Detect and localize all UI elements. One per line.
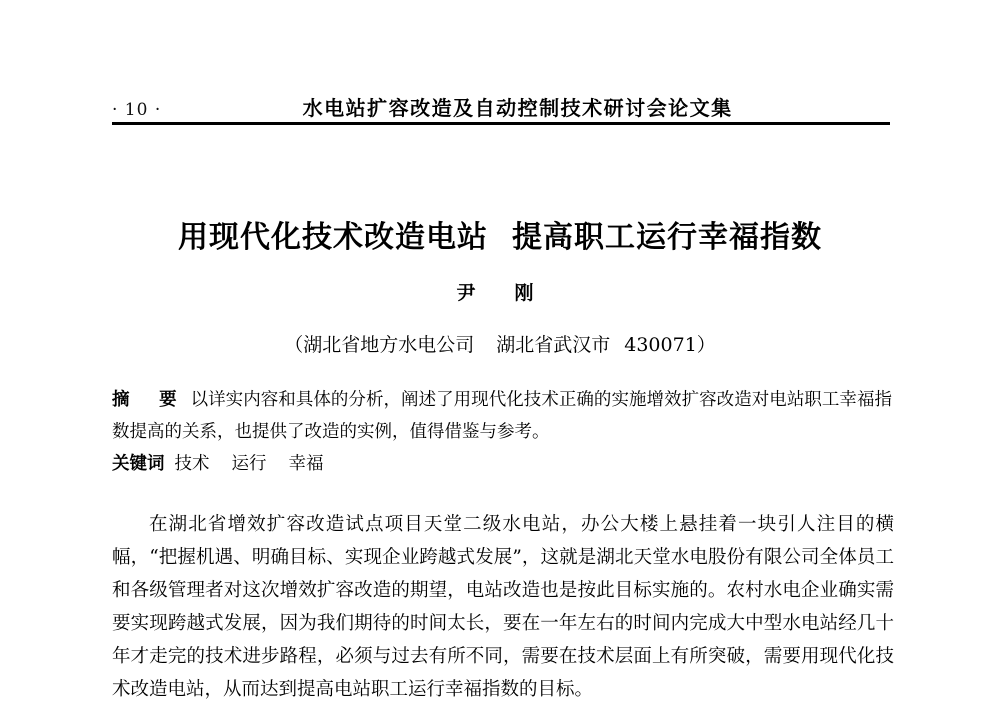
keyword-item: 幸福 xyxy=(288,454,324,474)
running-title: 水电站扩容改造及自动控制技术研讨会论文集 xyxy=(302,96,733,120)
article-title-part1: 用现代化技术改造电站 xyxy=(178,220,488,255)
article-author: 尹 刚 xyxy=(456,282,544,304)
abstract-text: 以详实内容和具体的分析，阐述了用现代化技术正确的实施增效扩容改造对电站职工幸福指数提高的关系，也提供了改造的实例，值得借鉴与参考。 xyxy=(112,390,892,442)
article-title xyxy=(0,212,1000,256)
header-divider xyxy=(112,122,890,125)
body-text xyxy=(112,508,894,706)
keywords-label: 关键词 xyxy=(112,454,165,474)
keyword-item: 技术 xyxy=(174,454,210,474)
article-affiliation xyxy=(0,330,1000,357)
article-title-part2: 提高职工运行幸福指数 xyxy=(512,220,822,255)
affiliation-organization: （湖北省地方水电公司 xyxy=(284,334,475,356)
abstract-block xyxy=(112,384,892,448)
affiliation-zip: 430071） xyxy=(624,334,716,356)
page-folio: · 10 · xyxy=(112,100,162,120)
abstract-label: 摘 要 xyxy=(112,390,183,410)
body-paragraph: 在湖北省增效扩容改造试点项目天堂二级水电站，办公大楼上悬挂着一块引人注目的横幅，“把握机遇、明确目标、实现企业跨越式发展”，这就是湖北天堂水电股份有限公司全体员工和各级管理者对这次增效扩容改造的期望，电站改造也是按此目标实施的。农村水电企业确实需要实现跨越式发展，因为我们期待的时间太长，要在一年左右的时间内完成大中型水电站经几十年才走完的技术进步路程，必须与过去有所不同，需要在技术层面上有所突破，需要用现代化技术改造电站，从而达到提高电站职工运行幸福指数的目标。 xyxy=(112,514,894,700)
running-head xyxy=(112,92,892,121)
keywords-block xyxy=(112,448,892,480)
keyword-item: 运行 xyxy=(231,454,267,474)
affiliation-city: 湖北省武汉市 xyxy=(496,334,611,356)
